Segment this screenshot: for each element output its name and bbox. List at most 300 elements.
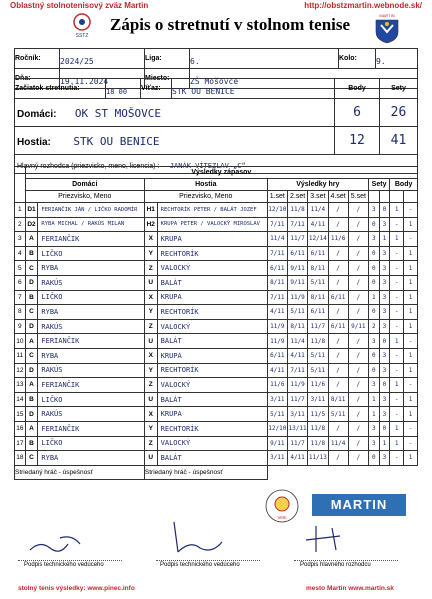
guest-player: VALOCKÝ bbox=[157, 436, 267, 451]
sets-home: 0 bbox=[368, 275, 379, 290]
match-row bbox=[15, 232, 418, 247]
set3-score: 12/14 bbox=[308, 232, 328, 247]
match-row bbox=[15, 348, 418, 363]
sets-guest: 3 bbox=[379, 305, 390, 320]
body-home: - bbox=[390, 246, 404, 261]
set2-score: 11/8 bbox=[287, 203, 307, 218]
set2-header: 2.set bbox=[287, 191, 307, 203]
home-player-letter: C bbox=[25, 261, 38, 276]
body-guest: - bbox=[404, 436, 418, 451]
sets-home: 2 bbox=[368, 319, 379, 334]
body-home: 1 bbox=[390, 378, 404, 393]
match-number: 12 bbox=[15, 363, 26, 378]
match-row bbox=[15, 334, 418, 349]
guest-player-letter: Z bbox=[144, 436, 157, 451]
guest-player-letter: U bbox=[144, 275, 157, 290]
set1-score: 11/9 bbox=[267, 319, 287, 334]
sets-home: 0 bbox=[368, 305, 379, 320]
home-player: RYBA bbox=[38, 451, 144, 466]
set3-score: 11/8 bbox=[308, 421, 328, 436]
home-player: RAKÚS bbox=[38, 363, 144, 378]
set5-score: / bbox=[348, 407, 368, 422]
guest-player: VALOCKÝ bbox=[157, 261, 267, 276]
set4-score: / bbox=[328, 348, 348, 363]
rocnik-label: Ročník: bbox=[15, 49, 60, 69]
sets-home: 3 bbox=[368, 334, 379, 349]
sets-guest: 3 bbox=[379, 319, 390, 334]
match-row bbox=[15, 217, 418, 232]
sets-guest: 1 bbox=[379, 436, 390, 451]
body-guest: 1 bbox=[404, 348, 418, 363]
guest-player-letter: H1 bbox=[144, 203, 157, 218]
sets-guest: 3 bbox=[379, 392, 390, 407]
guest-player: BALÁT bbox=[157, 275, 267, 290]
home-player: FERIANČIK bbox=[38, 232, 144, 247]
guest-player: RECHTORÍK bbox=[157, 246, 267, 261]
match-row bbox=[15, 275, 418, 290]
home-player: RYBA bbox=[38, 348, 144, 363]
guest-player-letter: Y bbox=[144, 246, 157, 261]
sets-guest: 1 bbox=[379, 232, 390, 247]
set4-score: / bbox=[328, 363, 348, 378]
set2-score: 13/11 bbox=[287, 421, 307, 436]
body-home: 1 bbox=[390, 203, 404, 218]
sets-guest: 0 bbox=[379, 378, 390, 393]
set3-score: 6/11 bbox=[308, 305, 328, 320]
set5-score: / bbox=[348, 392, 368, 407]
sig-label-guest: Podpis technického vedúceho bbox=[160, 562, 240, 568]
match-number: 8 bbox=[15, 305, 26, 320]
guest-player-letter: Z bbox=[144, 378, 157, 393]
body-guest: 1 bbox=[404, 246, 418, 261]
home-player-letter: B bbox=[25, 392, 38, 407]
guest-player: BALÁT bbox=[157, 451, 267, 466]
sets-home: 0 bbox=[368, 348, 379, 363]
guest-player-letter: H2 bbox=[144, 217, 157, 232]
domaci-col-header: Domáci bbox=[25, 179, 144, 191]
set2-score: 4/11 bbox=[287, 451, 307, 466]
sets-guest: 3 bbox=[379, 217, 390, 232]
body-home: 1 bbox=[390, 436, 404, 451]
set3-header: 3.set bbox=[308, 191, 328, 203]
guest-player-letter: X bbox=[144, 348, 157, 363]
set4-score: / bbox=[328, 261, 348, 276]
set1-score: 12/10 bbox=[267, 203, 287, 218]
set3-score: 11/13 bbox=[308, 451, 328, 466]
page-title: Zápis o stretnutí v stolnom tenise bbox=[110, 15, 351, 34]
den-value: 19.11.2024 bbox=[60, 69, 145, 89]
match-row bbox=[15, 363, 418, 378]
hostia-row bbox=[15, 127, 335, 155]
home-player-letter: C bbox=[25, 305, 38, 320]
sets-guest: 0 bbox=[379, 421, 390, 436]
hostia-team: STK OU BENICE bbox=[73, 134, 160, 148]
home-player-letter: A bbox=[25, 378, 38, 393]
match-number: 3 bbox=[15, 232, 26, 247]
liga-label: Liga: bbox=[145, 49, 190, 69]
body-guest: - bbox=[404, 334, 418, 349]
sets-home: 3 bbox=[368, 421, 379, 436]
match-number: 2 bbox=[15, 217, 26, 232]
sets-home: 0 bbox=[368, 363, 379, 378]
match-number: 18 bbox=[15, 451, 26, 466]
home-player-letter: B bbox=[25, 290, 38, 305]
hostia-body: 12 bbox=[335, 127, 380, 155]
body-header: Body bbox=[335, 79, 380, 99]
body-guest: - bbox=[404, 232, 418, 247]
set1-score: 11/9 bbox=[267, 334, 287, 349]
set2-score: 9/11 bbox=[287, 261, 307, 276]
home-player: FERIANČIK bbox=[38, 334, 144, 349]
match-row bbox=[15, 407, 418, 422]
set4-score: / bbox=[328, 451, 348, 466]
set3-score: 8/11 bbox=[308, 290, 328, 305]
set2-score: 11/4 bbox=[287, 334, 307, 349]
set5-score: / bbox=[348, 378, 368, 393]
hostia-label: Hostia: bbox=[17, 136, 51, 148]
set4-score: / bbox=[328, 334, 348, 349]
set1-score: 5/11 bbox=[267, 407, 287, 422]
home-player: RYBA bbox=[38, 261, 144, 276]
sets-guest: 3 bbox=[379, 451, 390, 466]
set3-score: 6/11 bbox=[308, 246, 328, 261]
body-home: - bbox=[390, 305, 404, 320]
signature-referee-icon bbox=[296, 522, 366, 558]
guest-player-letter: Y bbox=[144, 305, 157, 320]
match-row bbox=[15, 246, 418, 261]
sets-home: 1 bbox=[368, 290, 379, 305]
body-guest: 1 bbox=[404, 305, 418, 320]
zaciatok-value: 18 00 bbox=[106, 79, 141, 99]
home-name-header: Priezvisko, Meno bbox=[25, 191, 144, 203]
home-player: RAKÚS bbox=[38, 319, 144, 334]
guest-player-letter: X bbox=[144, 407, 157, 422]
sets-home: 1 bbox=[368, 407, 379, 422]
home-player-letter: A bbox=[25, 334, 38, 349]
match-number: 14 bbox=[15, 392, 26, 407]
set4-score: 8/11 bbox=[328, 392, 348, 407]
guest-player: KRUPA bbox=[157, 290, 267, 305]
set4-score: / bbox=[328, 203, 348, 218]
set3-score: 8/11 bbox=[308, 261, 328, 276]
guest-player-letter: X bbox=[144, 232, 157, 247]
match-number: 17 bbox=[15, 436, 26, 451]
body-home: - bbox=[390, 290, 404, 305]
miesto-value: ZŠ Mošovce bbox=[190, 69, 418, 89]
sets-home: 0 bbox=[368, 451, 379, 466]
set4-score: / bbox=[328, 217, 348, 232]
home-player-letter: A bbox=[25, 232, 38, 247]
set4-score: 11/4 bbox=[328, 436, 348, 451]
body-guest: 1 bbox=[404, 363, 418, 378]
home-player-letter: D bbox=[25, 407, 38, 422]
set3-score: 11/5 bbox=[308, 407, 328, 422]
body-guest: 1 bbox=[404, 275, 418, 290]
miesto-label: Miesto: bbox=[145, 69, 190, 89]
set5-score: / bbox=[348, 421, 368, 436]
set3-score: 11/4 bbox=[308, 203, 328, 218]
set3-score: 4/11 bbox=[308, 217, 328, 232]
match-number: 5 bbox=[15, 261, 26, 276]
match-number: 10 bbox=[15, 334, 26, 349]
match-row bbox=[15, 436, 418, 451]
set4-score: 5/11 bbox=[328, 407, 348, 422]
sets-guest: 3 bbox=[379, 407, 390, 422]
guest-player: KRUPA bbox=[157, 407, 267, 422]
den-label: Dňa: bbox=[15, 69, 60, 89]
set5-score: 9/11 bbox=[348, 319, 368, 334]
sets-guest: 3 bbox=[379, 275, 390, 290]
footer-right-link[interactable]: mesto Martin www.martin.sk bbox=[306, 585, 394, 592]
body-guest: - bbox=[404, 421, 418, 436]
home-player-letter: D bbox=[25, 319, 38, 334]
set1-score: 4/11 bbox=[267, 305, 287, 320]
signature-guest-icon bbox=[160, 518, 240, 558]
sets-guest: 0 bbox=[379, 334, 390, 349]
sets-guest: 3 bbox=[379, 246, 390, 261]
martin-logo: MARTIN bbox=[312, 494, 406, 516]
set2-score: 3/11 bbox=[287, 407, 307, 422]
rozhodca-value: JANÁK VÍTEZLAV „C“ bbox=[169, 162, 246, 170]
verti-badge-icon bbox=[264, 488, 300, 524]
domaci-sety: 26 bbox=[380, 99, 418, 127]
set2-score: 9/11 bbox=[287, 275, 307, 290]
set3-score: 11/8 bbox=[308, 334, 328, 349]
set5-score: / bbox=[348, 203, 368, 218]
body-home: - bbox=[390, 407, 404, 422]
set2-score: 5/11 bbox=[287, 305, 307, 320]
set2-score: 11/9 bbox=[287, 378, 307, 393]
body-guest: 1 bbox=[404, 217, 418, 232]
guest-player-letter: U bbox=[144, 451, 157, 466]
org-name: Oblastný stolnotenisový zväz Martin bbox=[10, 1, 149, 10]
guest-player: RECHTORÍK PETER / BALÁT JOZEF bbox=[157, 203, 267, 218]
vysledky-hry-header: Výsledky hry bbox=[267, 179, 368, 191]
sets-home: 3 bbox=[368, 436, 379, 451]
signature-home-icon bbox=[20, 526, 120, 558]
body-home: - bbox=[390, 392, 404, 407]
set3-score: 3/11 bbox=[308, 392, 328, 407]
home-player-letter: B bbox=[25, 436, 38, 451]
set5-score: / bbox=[348, 363, 368, 378]
body-home: - bbox=[390, 348, 404, 363]
home-player-letter: C bbox=[25, 348, 38, 363]
domaci-label: Domáci: bbox=[17, 108, 57, 120]
set5-score: / bbox=[348, 290, 368, 305]
sets-guest: 0 bbox=[379, 203, 390, 218]
match-row bbox=[15, 290, 418, 305]
match-row bbox=[15, 261, 418, 276]
badge-text: Verti bbox=[277, 515, 287, 520]
hostia-col-header: Hostia bbox=[144, 179, 267, 191]
match-number: 4 bbox=[15, 246, 26, 261]
match-number: 15 bbox=[15, 407, 26, 422]
body-home: - bbox=[390, 275, 404, 290]
body-guest: - bbox=[404, 378, 418, 393]
set4-score: / bbox=[328, 421, 348, 436]
vitaz-label: Víťaz: bbox=[141, 79, 172, 99]
set5-score: / bbox=[348, 348, 368, 363]
home-player-letter: A bbox=[25, 421, 38, 436]
set5-header: 5.set bbox=[348, 191, 368, 203]
set5-score: / bbox=[348, 334, 368, 349]
sets-home: 0 bbox=[368, 217, 379, 232]
rozhodca-label: Hlavný rozhodca (priezvisko, meno, licencia) : bbox=[17, 163, 160, 170]
set4-score: / bbox=[328, 305, 348, 320]
sets-home: 3 bbox=[368, 232, 379, 247]
set3-score: 11/7 bbox=[308, 319, 328, 334]
hostia-sety: 41 bbox=[380, 127, 418, 155]
set3-score: 5/11 bbox=[308, 348, 328, 363]
match-row bbox=[15, 392, 418, 407]
vitaz-value: STK OU BENICE bbox=[172, 79, 335, 99]
guest-player-letter: U bbox=[144, 392, 157, 407]
body-home: - bbox=[390, 217, 404, 232]
coat-label: MARTIN bbox=[379, 13, 395, 18]
set1-score: 6/11 bbox=[267, 348, 287, 363]
match-row bbox=[15, 319, 418, 334]
set4-score: / bbox=[328, 378, 348, 393]
domaci-body: 6 bbox=[335, 99, 380, 127]
home-player: RYBA bbox=[38, 305, 144, 320]
set1-score: 9/11 bbox=[267, 436, 287, 451]
set3-score: 11/8 bbox=[308, 436, 328, 451]
match-row bbox=[15, 203, 418, 218]
home-player: RAKÚS bbox=[38, 407, 144, 422]
guest-name-header: Priezvisko, Meno bbox=[144, 191, 267, 203]
body-home: - bbox=[390, 363, 404, 378]
set5-score: / bbox=[348, 217, 368, 232]
home-player: LIČKO bbox=[38, 290, 144, 305]
match-number: 16 bbox=[15, 421, 26, 436]
guest-player: VALOCKÝ bbox=[157, 378, 267, 393]
body-home: 1 bbox=[390, 421, 404, 436]
body-guest: 1 bbox=[404, 392, 418, 407]
guest-player: KRUPA PETER / VALOCKÝ MIROSLAV bbox=[157, 217, 267, 232]
set2-score: 7/11 bbox=[287, 217, 307, 232]
set5-score: / bbox=[348, 451, 368, 466]
header bbox=[0, 0, 432, 48]
sety-col-header: Sety bbox=[368, 179, 389, 191]
set3-score: 5/11 bbox=[308, 275, 328, 290]
guest-player-letter: Y bbox=[144, 363, 157, 378]
set3-score: 5/11 bbox=[308, 363, 328, 378]
set5-score: / bbox=[348, 436, 368, 451]
match-number: 1 bbox=[15, 203, 26, 218]
guest-player: RECHTORÍK bbox=[157, 363, 267, 378]
match-number: 6 bbox=[15, 275, 26, 290]
sets-home: 3 bbox=[368, 378, 379, 393]
set5-score: / bbox=[348, 232, 368, 247]
home-player-letter: D bbox=[25, 363, 38, 378]
set4-score: 6/11 bbox=[328, 319, 348, 334]
set2-score: 7/11 bbox=[287, 363, 307, 378]
set2-score: 11/7 bbox=[287, 232, 307, 247]
match-row bbox=[15, 378, 418, 393]
match-number: 11 bbox=[15, 348, 26, 363]
sets-home: 0 bbox=[368, 246, 379, 261]
body-guest: - bbox=[404, 203, 418, 218]
org-url[interactable]: http://obstzmartin.webnode.sk/ bbox=[304, 1, 422, 10]
set2-score: 8/11 bbox=[287, 319, 307, 334]
set1-score: 11/6 bbox=[267, 378, 287, 393]
guest-player: KRUPA bbox=[157, 232, 267, 247]
set4-score: 6/11 bbox=[328, 290, 348, 305]
guest-player-letter: Z bbox=[144, 319, 157, 334]
set4-score: / bbox=[328, 275, 348, 290]
body-home: - bbox=[390, 261, 404, 276]
home-player-letter: D2 bbox=[25, 217, 38, 232]
sety-header: Sety bbox=[380, 79, 418, 99]
set1-score: 12/10 bbox=[267, 421, 287, 436]
guest-player-letter: U bbox=[144, 334, 157, 349]
zaciatok-label: Začiatok stretnutia: bbox=[15, 79, 106, 99]
guest-player: KRUPA bbox=[157, 348, 267, 363]
sets-home: 1 bbox=[368, 392, 379, 407]
guest-player: RECHTORÍK bbox=[157, 421, 267, 436]
set2-score: 11/7 bbox=[287, 436, 307, 451]
set1-score: 6/11 bbox=[267, 261, 287, 276]
set4-score: 11/6 bbox=[328, 232, 348, 247]
kolo-label: Kolo: bbox=[339, 49, 376, 69]
body-guest: 1 bbox=[404, 407, 418, 422]
guest-player: RECHTORÍK bbox=[157, 305, 267, 320]
guest-player-letter: Z bbox=[144, 261, 157, 276]
set1-score: 7/11 bbox=[267, 290, 287, 305]
body-home: 1 bbox=[390, 334, 404, 349]
sstz-logo-icon bbox=[68, 11, 96, 39]
home-player-letter: D bbox=[25, 275, 38, 290]
body-guest: 1 bbox=[404, 319, 418, 334]
sstz-label: SSTZ bbox=[75, 33, 89, 39]
body-col-header: Body bbox=[390, 179, 418, 191]
results-table bbox=[14, 166, 418, 480]
body-home: 1 bbox=[390, 232, 404, 247]
home-player: FERIANČIK bbox=[38, 378, 144, 393]
guest-player-letter: Y bbox=[144, 421, 157, 436]
footer-left-link[interactable]: stolný tenis výsledky: www.pinec.info bbox=[18, 585, 135, 592]
set3-score: 11/6 bbox=[308, 378, 328, 393]
sets-home: 3 bbox=[368, 203, 379, 218]
set1-score: 8/11 bbox=[267, 275, 287, 290]
martin-coat-of-arms-icon bbox=[373, 12, 401, 44]
set2-score: 4/11 bbox=[287, 348, 307, 363]
striedany-home: Striedaný hráč - úspešnosť bbox=[15, 465, 145, 479]
striedany-guest: Striedaný hráč - úspešnosť bbox=[144, 465, 267, 479]
home-player: LIČKO bbox=[38, 392, 144, 407]
sig-label-referee: Podpis hlavného rozhodcu bbox=[300, 562, 371, 568]
home-player-letter: B bbox=[25, 246, 38, 261]
set5-score: / bbox=[348, 246, 368, 261]
home-player-letter: D1 bbox=[25, 203, 38, 218]
sets-guest: 3 bbox=[379, 290, 390, 305]
sets-home: 0 bbox=[368, 261, 379, 276]
sets-guest: 3 bbox=[379, 261, 390, 276]
set4-score: / bbox=[328, 246, 348, 261]
set1-score: 3/11 bbox=[267, 392, 287, 407]
body-guest: 1 bbox=[404, 451, 418, 466]
sets-guest: 3 bbox=[379, 363, 390, 378]
set5-score: / bbox=[348, 275, 368, 290]
home-player: LIČKO bbox=[38, 436, 144, 451]
set2-score: 6/11 bbox=[287, 246, 307, 261]
kolo-value: 9. bbox=[376, 49, 418, 69]
home-player: LIČKO bbox=[38, 246, 144, 261]
results-section-title: Výsledky zápasov bbox=[25, 167, 417, 179]
body-home: - bbox=[390, 319, 404, 334]
guest-player-letter: X bbox=[144, 290, 157, 305]
body-guest: 1 bbox=[404, 261, 418, 276]
